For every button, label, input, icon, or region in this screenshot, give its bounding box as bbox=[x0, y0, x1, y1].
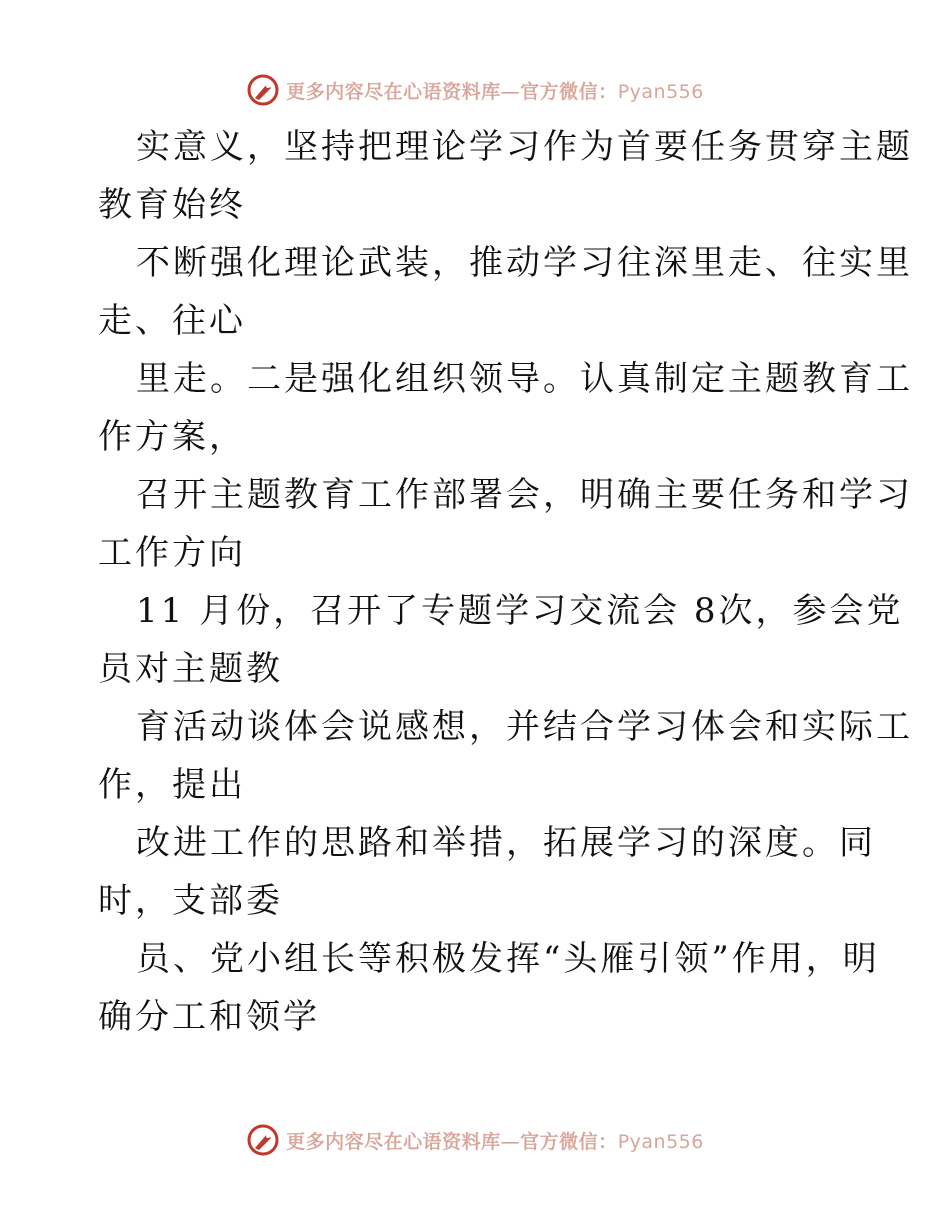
header-dash: — bbox=[500, 80, 521, 103]
header-wechat-id: Pyan556 bbox=[617, 80, 704, 103]
paragraph-line: 不断强化理论武装，推动学习往深里走、往实里 bbox=[136, 243, 913, 283]
paragraph-line: 作方案， bbox=[98, 417, 246, 457]
paragraph-line: 里走。二是强化组织领导。认真制定主题教育工 bbox=[136, 359, 913, 399]
paragraph bbox=[98, 118, 913, 234]
document-body bbox=[98, 118, 913, 1046]
paragraph-line: 员、党小组长等积极发挥“头雁引领”作用，明 bbox=[136, 939, 880, 979]
paragraph bbox=[98, 582, 904, 698]
paragraph-line: 改进工作的思路和举措，拓展学习的深度。同 bbox=[136, 823, 876, 863]
paragraph-line: 教育始终 bbox=[98, 185, 246, 225]
pen-nib-icon bbox=[246, 73, 280, 107]
footer-wechat-id: Pyan556 bbox=[617, 1130, 704, 1153]
footer-brand: 更多内容尽在心语资料库 bbox=[286, 1130, 501, 1153]
paragraph bbox=[98, 814, 876, 930]
paragraph-line: 确分工和领学 bbox=[98, 997, 320, 1037]
paragraph-line: 召开主题教育工作部署会，明确主要任务和学习 bbox=[136, 475, 913, 515]
paragraph-line: 时，支部委 bbox=[98, 881, 283, 921]
header-watermark bbox=[0, 70, 950, 110]
paragraph bbox=[98, 930, 880, 1046]
footer-watermark bbox=[0, 1120, 950, 1160]
header-wechat-label: 官方微信： bbox=[520, 80, 618, 103]
pen-nib-icon bbox=[246, 1123, 280, 1157]
paragraph-line: 育活动谈体会说感想，并结合学习体会和实际工 bbox=[136, 707, 913, 747]
paragraph bbox=[98, 350, 913, 466]
footer-wechat-label: 官方微信： bbox=[520, 1130, 618, 1153]
paragraph-line: 走、往心 bbox=[98, 301, 246, 341]
paragraph-line: 作，提出 bbox=[98, 765, 246, 805]
paragraph-line: 11 月份，召开了专题学习交流会 8次，参会党 bbox=[136, 591, 904, 631]
footer-watermark-text bbox=[286, 1127, 704, 1154]
paragraph-line: 员对主题教 bbox=[98, 649, 283, 689]
paragraph-line: 工作方向 bbox=[98, 533, 246, 573]
footer-dash: — bbox=[500, 1130, 521, 1153]
header-brand: 更多内容尽在心语资料库 bbox=[286, 80, 501, 103]
paragraph bbox=[98, 234, 913, 350]
paragraph bbox=[98, 698, 913, 814]
paragraph-line: 实意义，坚持把理论学习作为首要任务贯穿主题 bbox=[136, 127, 913, 167]
paragraph bbox=[98, 466, 913, 582]
header-watermark-text bbox=[286, 77, 704, 104]
